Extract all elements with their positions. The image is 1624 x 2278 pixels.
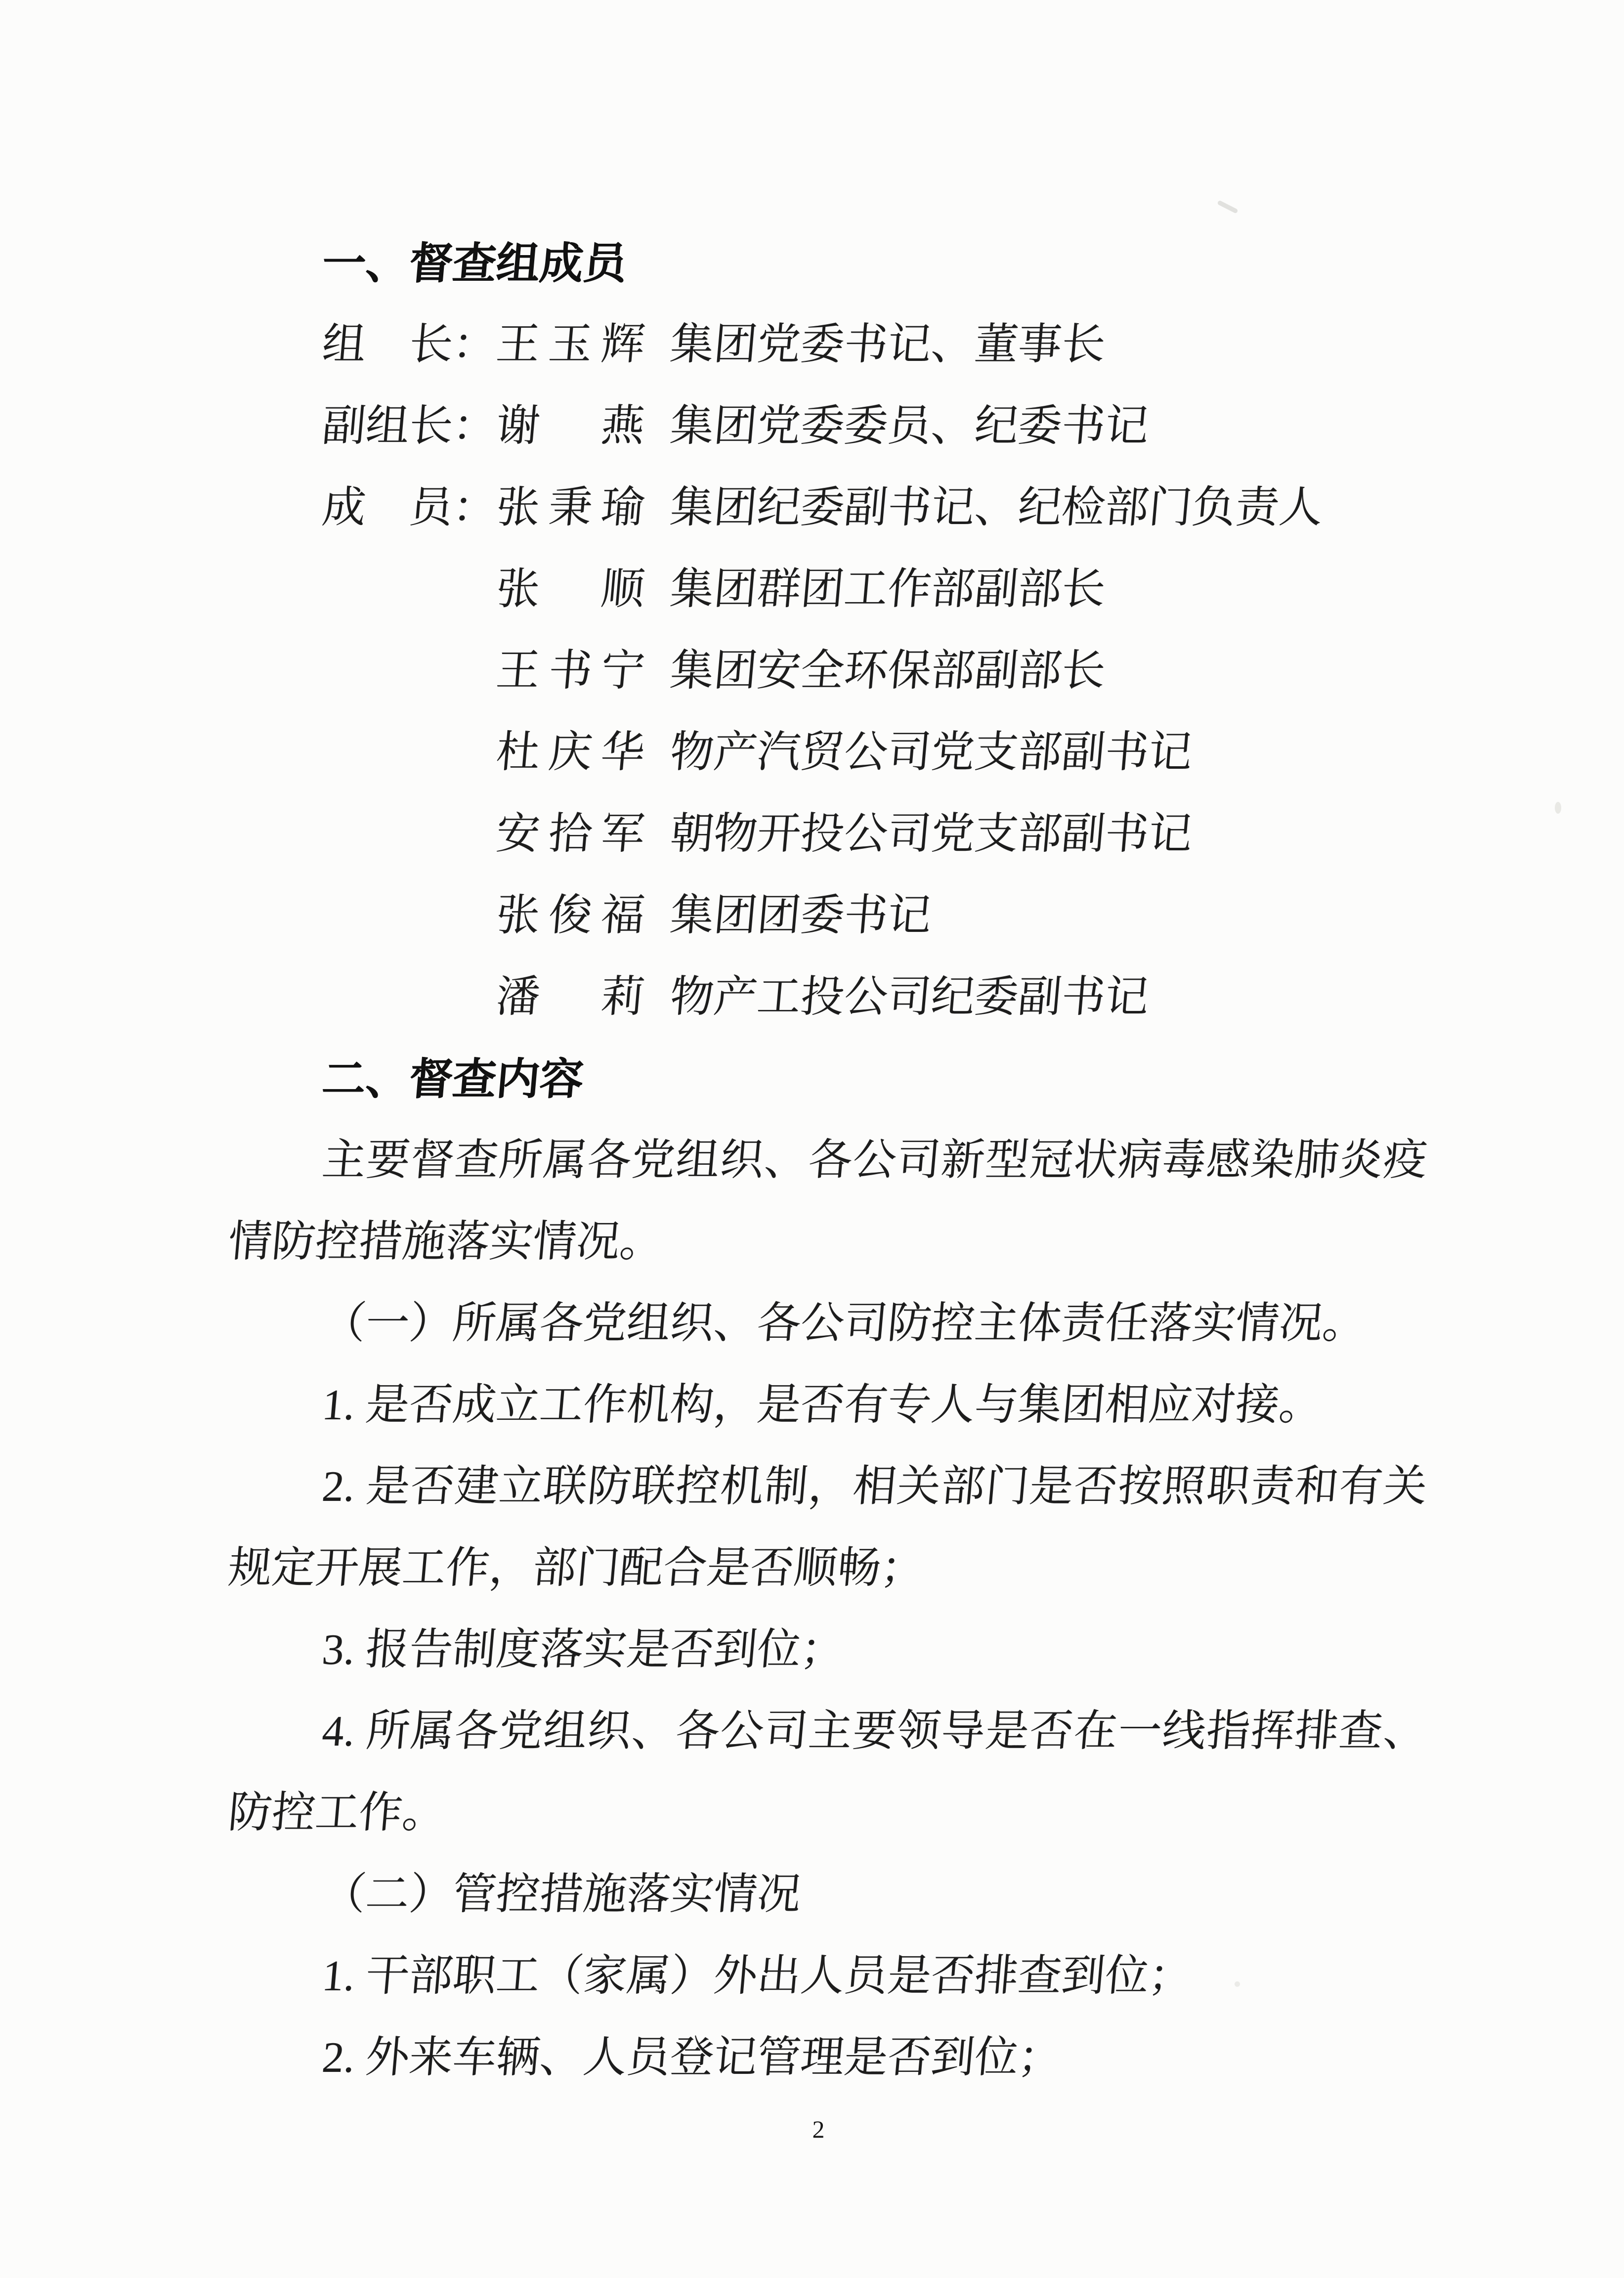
member-name: 张俊福 (494, 892, 647, 940)
member-role-label (319, 793, 500, 875)
member-title: 集团党委委员、纪委书记 (668, 402, 1151, 450)
member-title: 集团纪委副书记、纪检部门负责人 (668, 484, 1325, 532)
member-role-label: 副组长： (320, 402, 499, 450)
member-name: 谢 燕 (494, 402, 647, 450)
member-title: 集团团委书记 (668, 892, 934, 940)
member-row (225, 549, 1430, 630)
paragraph-line: 4. 所属各党组织、各公司主要领导是否在一线指挥排查、 (320, 1708, 1429, 1755)
paragraph-line: （二）管控措施落实情况 (320, 1871, 803, 1919)
member-name: 安拾军 (494, 810, 647, 858)
page-number: 2 (812, 2115, 825, 2143)
paragraph-line: 主要督查所属各党组织、各公司新型冠状病毒感染肺炎疫 (320, 1137, 1429, 1184)
paragraph-line: 1. 干部职工（家属）外出人员是否排查到位； (320, 1952, 1195, 2000)
member-role-label: 成 员： (320, 484, 499, 532)
member-name: 王书宁 (494, 647, 647, 695)
member-title: 集团安全环保部副部长 (668, 647, 1108, 695)
member-row (225, 467, 1430, 549)
member-row (225, 712, 1430, 793)
member-name: 杜庆华 (494, 729, 647, 777)
member-row (225, 793, 1430, 875)
member-title: 集团党委书记、董事长 (668, 321, 1108, 369)
member-row (225, 386, 1430, 467)
paragraph-line: 2. 外来车辆、人员登记管理是否到位； (320, 2034, 1064, 2082)
section-1-heading: 一、督查组成员 (320, 239, 629, 288)
paragraph-line: 1. 是否成立工作机构，是否有专人与集团相应对接。 (320, 1381, 1325, 1429)
member-role-label (319, 712, 500, 793)
paragraph-line: 防控工作。 (226, 1789, 448, 1837)
member-role-label (319, 957, 500, 1038)
member-title: 物产汽贸公司党支部副书记 (668, 729, 1195, 777)
member-name: 张 顺 (494, 566, 647, 613)
member-row (225, 304, 1430, 386)
member-role-label: 组 长： (320, 321, 499, 369)
member-role-label (319, 549, 500, 630)
paragraph-line: 规定开展工作，部门配合是否顺畅； (226, 1544, 927, 1592)
member-title: 集团群团工作部副部长 (668, 566, 1108, 613)
section-2-heading: 二、督查内容 (320, 1054, 586, 1103)
paragraph-line: （一）所属各党组织、各公司防控主体责任落实情况。 (320, 1300, 1368, 1348)
member-role-label (319, 875, 500, 957)
paragraph-line: 2. 是否建立联防联控机制，相关部门是否按照职责和有关 (320, 1463, 1429, 1511)
member-row (225, 957, 1430, 1038)
member-title: 物产工投公司纪委副书记 (668, 973, 1151, 1021)
member-name: 王玉辉 (494, 321, 647, 369)
member-title: 朝物开投公司党支部副书记 (668, 810, 1195, 858)
member-row (225, 875, 1430, 957)
member-name: 潘 莉 (494, 973, 647, 1021)
member-row (225, 630, 1430, 712)
paragraph-line: 3. 报告制度落实是否到位； (320, 1626, 847, 1674)
member-name: 张秉瑜 (494, 484, 647, 532)
paragraph-line: 情防控措施落实情况。 (226, 1218, 666, 1266)
member-role-label (319, 630, 500, 712)
